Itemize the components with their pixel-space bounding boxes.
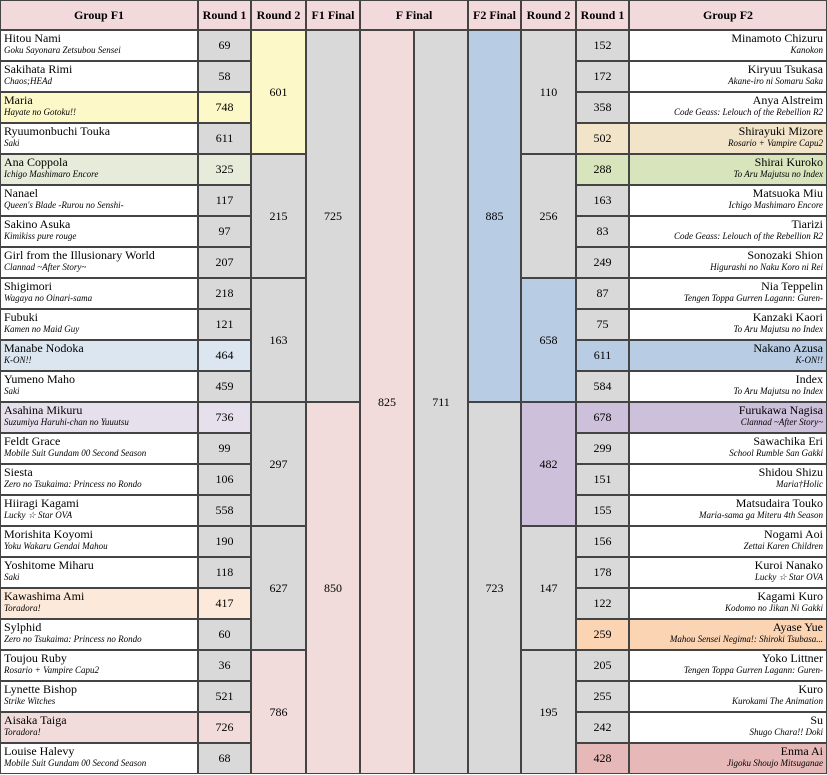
right-round1-votes (576, 61, 629, 92)
right-player-cell (629, 464, 827, 495)
left-round1-votes (198, 340, 251, 371)
left-player-cell (0, 495, 198, 526)
right-player-cell (629, 433, 827, 464)
header-label: Round 1 (202, 7, 247, 22)
right-round2-votes (521, 30, 576, 154)
player-name: Yoshitome Miharu (4, 558, 94, 572)
vote-count: 726 (215, 720, 234, 734)
player-series: Mobile Suit Gundam 00 Second Season (4, 448, 147, 458)
player-series: Kimikiss pure rouge (4, 231, 77, 241)
player-name: Maria (4, 93, 33, 107)
vote-count: 255 (593, 689, 612, 703)
vote-count: 428 (593, 751, 612, 765)
player-series: Ichigo Mashimaro Encore (4, 169, 99, 179)
right-player-cell (629, 712, 827, 743)
vote-count: 584 (593, 379, 612, 393)
right-round2-votes (521, 402, 576, 526)
right-player-cell (629, 216, 827, 247)
left-player-cell (0, 526, 198, 557)
player-name: Shirai Kuroko (754, 155, 823, 169)
vote-count: 482 (539, 456, 558, 471)
vote-count: 121 (215, 317, 234, 331)
right-round1-votes (576, 185, 629, 216)
vote-count: 83 (596, 224, 609, 238)
right-round1-votes (576, 650, 629, 681)
right-round2-votes (521, 278, 576, 402)
vote-count: 748 (215, 100, 234, 114)
header-label: Round 2 (526, 7, 571, 22)
right-round1-votes (576, 712, 629, 743)
player-series: Saki (4, 386, 20, 396)
left-round1-votes (198, 495, 251, 526)
player-name: Asahina Mikuru (4, 403, 83, 417)
right-player-cell (629, 371, 827, 402)
left-round1-votes (198, 185, 251, 216)
player-series: Toradora! (4, 727, 41, 737)
vote-count: 205 (593, 658, 612, 672)
vote-count: 325 (215, 162, 234, 176)
vote-count: 195 (539, 704, 558, 719)
player-series: Lucky ☆ Star OVA (754, 572, 823, 582)
player-series: Maria-sama ga Miteru 4th Season (699, 510, 823, 520)
player-name: Ana Coppola (4, 155, 68, 169)
player-series: To Aru Majutsu no Index (733, 324, 823, 334)
left-round1-votes (198, 278, 251, 309)
player-series: Wagaya no Oinari-sama (4, 293, 93, 303)
player-series: To Aru Majutsu no Index (733, 386, 823, 396)
vote-count: 850 (324, 580, 342, 595)
vote-count: 106 (215, 472, 234, 486)
player-series: Kamen no Maid Guy (4, 324, 80, 334)
left-player-cell (0, 123, 198, 154)
player-series: Suzumiya Haruhi-chan no Yuuutsu (4, 417, 129, 427)
left-player-cell (0, 681, 198, 712)
f-final-votes (414, 30, 468, 774)
left-round1-votes (198, 92, 251, 123)
player-series: Code Geass: Lelouch of the Rebellion R2 (674, 107, 823, 117)
vote-count: 60 (218, 627, 231, 641)
vote-count: 464 (215, 348, 234, 362)
left-round1-votes (198, 681, 251, 712)
right-round1-votes (576, 30, 629, 61)
left-player-cell (0, 92, 198, 123)
player-name: Siesta (4, 465, 33, 479)
vote-count: 417 (215, 596, 234, 610)
player-name: Shidou Shizu (758, 465, 823, 479)
left-player-cell (0, 371, 198, 402)
left-round1-votes (198, 402, 251, 433)
player-name: Matsuoka Miu (752, 186, 823, 200)
vote-count: 256 (539, 208, 558, 223)
left-round1-votes (198, 30, 251, 61)
right-round1-votes (576, 681, 629, 712)
player-series: Queen's Blade -Rurou no Senshi- (4, 200, 124, 210)
right-player-cell (629, 30, 827, 61)
player-series: Code Geass: Lelouch of the Rebellion R2 (674, 231, 823, 241)
right-player-cell (629, 278, 827, 309)
vote-count: 152 (593, 38, 612, 52)
vote-count: 122 (593, 596, 612, 610)
vote-count: 178 (593, 565, 612, 579)
player-series: Kanokon (790, 45, 823, 55)
player-name: Nia Teppelin (761, 279, 823, 293)
vote-count: 156 (593, 534, 612, 548)
right-round1-votes (576, 402, 629, 433)
header-label: Round 1 (580, 7, 625, 22)
vote-count: 190 (215, 534, 234, 548)
vote-count: 601 (269, 84, 288, 99)
player-name: Minamoto Chizuru (731, 31, 823, 45)
header-0 (0, 0, 198, 30)
left-round1-votes (198, 371, 251, 402)
right-round1-votes (576, 278, 629, 309)
left-player-cell (0, 216, 198, 247)
player-series: Toradora! (4, 603, 41, 613)
f1-final-votes (306, 30, 360, 402)
right-round1-votes (576, 433, 629, 464)
player-name: Hitou Nami (4, 31, 61, 45)
player-series: Maria†Holic (776, 479, 823, 489)
player-name: Matsudaira Touko (735, 496, 823, 510)
left-player-cell (0, 154, 198, 185)
left-round1-votes (198, 123, 251, 154)
left-player-cell (0, 712, 198, 743)
left-player-cell (0, 464, 198, 495)
vote-count: 678 (593, 410, 612, 424)
player-name: Sonozaki Shion (747, 248, 823, 262)
vote-count: 215 (269, 208, 288, 223)
player-series: Chaos;HEAd (4, 76, 52, 86)
right-player-cell (629, 309, 827, 340)
left-player-cell (0, 557, 198, 588)
vote-count: 155 (593, 503, 612, 517)
right-player-cell (629, 247, 827, 278)
left-player-cell (0, 743, 198, 774)
f-final-votes (360, 30, 414, 774)
player-series: School Rumble San Gakki (729, 448, 823, 458)
player-name: Sawachika Eri (753, 434, 823, 448)
vote-count: 521 (215, 689, 234, 703)
player-series: Mobile Suit Gundam 00 Second Season (4, 758, 147, 768)
player-name: Manabe Nodoka (4, 341, 84, 355)
vote-count: 172 (593, 69, 612, 83)
player-name: Sylphid (4, 620, 42, 634)
left-round1-votes (198, 650, 251, 681)
player-series: Kurokami The Animation (731, 696, 823, 706)
right-player-cell (629, 619, 827, 650)
right-round2-votes (521, 154, 576, 278)
player-name: Girl from the Illusionary World (4, 248, 155, 262)
left-player-cell (0, 433, 198, 464)
vote-count: 147 (539, 580, 558, 595)
player-name: Toujou Ruby (4, 651, 67, 665)
left-player-cell (0, 650, 198, 681)
left-player-cell (0, 619, 198, 650)
player-series: Hayate no Gotoku!! (4, 107, 76, 117)
player-name: Kanzaki Kaori (752, 310, 823, 324)
vote-count: 242 (593, 720, 612, 734)
right-player-cell (629, 557, 827, 588)
vote-count: 99 (218, 441, 231, 455)
header-label: Round 2 (256, 7, 301, 22)
player-name: Su (810, 713, 823, 727)
left-player-cell (0, 61, 198, 92)
player-name: Tiarizi (791, 217, 823, 231)
right-player-cell (629, 588, 827, 619)
vote-count: 259 (593, 627, 612, 641)
vote-count: 110 (539, 84, 558, 99)
left-round2-votes (251, 278, 306, 402)
player-series: Mahou Sensei Negima!: Shiroki Tsubasa... (669, 634, 823, 644)
vote-count: 825 (378, 394, 396, 409)
right-player-cell (629, 402, 827, 433)
player-name: Furukawa Nagisa (738, 403, 823, 417)
vote-count: 36 (218, 658, 231, 672)
left-round1-votes (198, 247, 251, 278)
left-player-cell (0, 185, 198, 216)
header-label: F1 Final (311, 7, 355, 22)
right-player-cell (629, 185, 827, 216)
left-round1-votes (198, 526, 251, 557)
vote-count: 611 (593, 348, 612, 362)
right-round1-votes (576, 588, 629, 619)
right-round1-votes (576, 619, 629, 650)
player-series: Saki (4, 138, 20, 148)
f2-final-votes (468, 402, 521, 774)
player-series: Akane-iro ni Somaru Saka (728, 76, 823, 86)
left-round1-votes (198, 216, 251, 247)
player-series: Goku Sayonara Zetsubou Sensei (4, 45, 121, 55)
vote-count: 218 (215, 286, 234, 300)
player-name: Anya Alstreim (752, 93, 823, 107)
left-round1-votes (198, 588, 251, 619)
left-round2-votes (251, 402, 306, 526)
right-round1-votes (576, 309, 629, 340)
player-series: Tengen Toppa Gurren Lagann: Guren- (683, 293, 823, 303)
vote-count: 299 (593, 441, 612, 455)
left-round1-votes (198, 464, 251, 495)
player-name: Ryuumonbuchi Touka (4, 124, 111, 138)
left-round1-votes (198, 154, 251, 185)
vote-count: 723 (485, 580, 504, 595)
left-player-cell (0, 340, 198, 371)
player-name: Yoko Littner (761, 651, 823, 665)
right-round1-votes (576, 495, 629, 526)
player-series: Kodomo no Jikan Ni Gakki (725, 603, 823, 613)
player-series: Clannad ~After Story~ (740, 417, 823, 427)
player-name: Aisaka Taiga (4, 713, 67, 727)
right-round1-votes (576, 123, 629, 154)
left-round1-votes (198, 433, 251, 464)
vote-count: 288 (593, 162, 612, 176)
right-player-cell (629, 526, 827, 557)
right-player-cell (629, 123, 827, 154)
vote-count: 736 (215, 410, 234, 424)
header-3 (306, 0, 360, 30)
vote-count: 786 (269, 704, 288, 719)
player-series: K-ON!! (795, 355, 823, 365)
player-series: Saki (4, 572, 20, 582)
right-player-cell (629, 154, 827, 185)
vote-count: 117 (215, 193, 234, 207)
player-name: Kiryuu Tsukasa (747, 62, 823, 76)
vote-count: 725 (324, 208, 342, 223)
player-series: Lucky ☆ Star OVA (4, 510, 73, 520)
right-player-cell (629, 61, 827, 92)
vote-count: 163 (269, 332, 288, 347)
player-name: Shirayuki Mizore (738, 124, 823, 138)
left-round1-votes (198, 61, 251, 92)
right-player-cell (629, 495, 827, 526)
vote-count: 249 (593, 255, 612, 269)
player-series: Rosario + Vampire Capu2 (4, 665, 99, 675)
left-player-cell (0, 278, 198, 309)
vote-count: 297 (269, 456, 288, 471)
player-name: Ayase Yue (772, 620, 823, 634)
vote-count: 502 (593, 131, 612, 145)
left-round1-votes (198, 743, 251, 774)
right-round2-votes (521, 526, 576, 650)
vote-count: 611 (215, 131, 234, 145)
player-name: Fubuki (4, 310, 39, 324)
player-name: Enma Ai (780, 744, 823, 758)
player-name: Kawashima Ami (4, 589, 85, 603)
player-series: Ichigo Mashimaro Encore (728, 200, 823, 210)
f1-final-votes (306, 402, 360, 774)
player-series: Rosario + Vampire Capu2 (728, 138, 823, 148)
vote-count: 207 (215, 255, 234, 269)
vote-count: 558 (215, 503, 234, 517)
right-round1-votes (576, 216, 629, 247)
player-series: Zero no Tsukaima: Princess no Rondo (4, 479, 142, 489)
right-round1-votes (576, 526, 629, 557)
vote-count: 118 (215, 565, 234, 579)
player-name: Nanael (4, 186, 38, 200)
right-round1-votes (576, 371, 629, 402)
vote-count: 69 (218, 38, 231, 52)
left-round1-votes (198, 619, 251, 650)
left-player-cell (0, 309, 198, 340)
f2-final-votes (468, 30, 521, 402)
player-series: To Aru Majutsu no Index (733, 169, 823, 179)
player-name: Morishita Koyomi (4, 527, 93, 541)
player-series: Higurashi no Naku Koro ni Rei (710, 262, 823, 272)
player-series: Jigoku Shoujo Mitsuganae (727, 758, 823, 768)
header-label: Group F1 (73, 7, 125, 22)
header-label: Group F2 (702, 7, 754, 22)
right-player-cell (629, 681, 827, 712)
right-round1-votes (576, 743, 629, 774)
player-name: Hiiragi Kagami (4, 496, 79, 510)
right-player-cell (629, 340, 827, 371)
header-label: F Final (395, 7, 433, 22)
player-series: Zettai Karen Children (743, 541, 823, 551)
right-round1-votes (576, 464, 629, 495)
left-player-cell (0, 588, 198, 619)
left-player-cell (0, 402, 198, 433)
player-name: Shigimori (4, 279, 53, 293)
vote-count: 711 (432, 394, 450, 409)
player-series: Tengen Toppa Gurren Lagann: Guren- (683, 665, 823, 675)
player-name: Feldt Grace (4, 434, 61, 448)
header-4 (360, 0, 468, 30)
player-name: Index (795, 372, 823, 386)
right-round1-votes (576, 340, 629, 371)
player-name: Kagami Kuro (757, 589, 823, 603)
vote-count: 87 (596, 286, 609, 300)
left-round1-votes (198, 557, 251, 588)
right-round1-votes (576, 92, 629, 123)
right-player-cell (629, 650, 827, 681)
header-5 (468, 0, 521, 30)
player-series: Strike Witches (4, 696, 56, 706)
vote-count: 75 (596, 317, 609, 331)
vote-count: 68 (218, 751, 231, 765)
vote-count: 97 (218, 224, 231, 238)
left-round2-votes (251, 154, 306, 278)
player-name: Nakano Azusa (753, 341, 823, 355)
right-player-cell (629, 743, 827, 774)
player-name: Sakihata Rimi (4, 62, 73, 76)
player-name: Yumeno Maho (4, 372, 75, 386)
player-name: Lynette Bishop (4, 682, 77, 696)
vote-count: 151 (593, 472, 612, 486)
player-series: Clannad ~After Story~ (4, 262, 87, 272)
vote-count: 658 (539, 332, 558, 347)
left-player-cell (0, 30, 198, 61)
player-name: Sakino Asuka (4, 217, 71, 231)
right-round1-votes (576, 154, 629, 185)
vote-count: 885 (485, 208, 504, 223)
header-6 (521, 0, 576, 30)
left-round1-votes (198, 712, 251, 743)
player-series: Shugo Chara!! Doki (749, 727, 823, 737)
left-player-cell (0, 247, 198, 278)
vote-count: 459 (215, 379, 234, 393)
header-1 (198, 0, 251, 30)
vote-count: 627 (269, 580, 288, 595)
header-2 (251, 0, 306, 30)
left-round1-votes (198, 309, 251, 340)
vote-count: 58 (218, 69, 231, 83)
player-name: Kuroi Nanako (754, 558, 823, 572)
left-round2-votes (251, 30, 306, 154)
header-label: F2 Final (472, 7, 516, 22)
right-round2-votes (521, 650, 576, 774)
right-round1-votes (576, 247, 629, 278)
vote-count: 358 (593, 100, 612, 114)
header-8 (629, 0, 827, 30)
header-7 (576, 0, 629, 30)
player-series: Yoku Wakaru Gendai Mahou (4, 541, 108, 551)
left-round2-votes (251, 650, 306, 774)
player-name: Kuro (798, 682, 823, 696)
right-round1-votes (576, 557, 629, 588)
right-player-cell (629, 92, 827, 123)
player-name: Nogami Aoi (764, 527, 823, 541)
player-series: K-ON!! (4, 355, 32, 365)
left-round2-votes (251, 526, 306, 650)
player-series: Zero no Tsukaima: Princess no Rondo (4, 634, 142, 644)
vote-count: 163 (593, 193, 612, 207)
player-name: Louise Halevy (4, 744, 75, 758)
